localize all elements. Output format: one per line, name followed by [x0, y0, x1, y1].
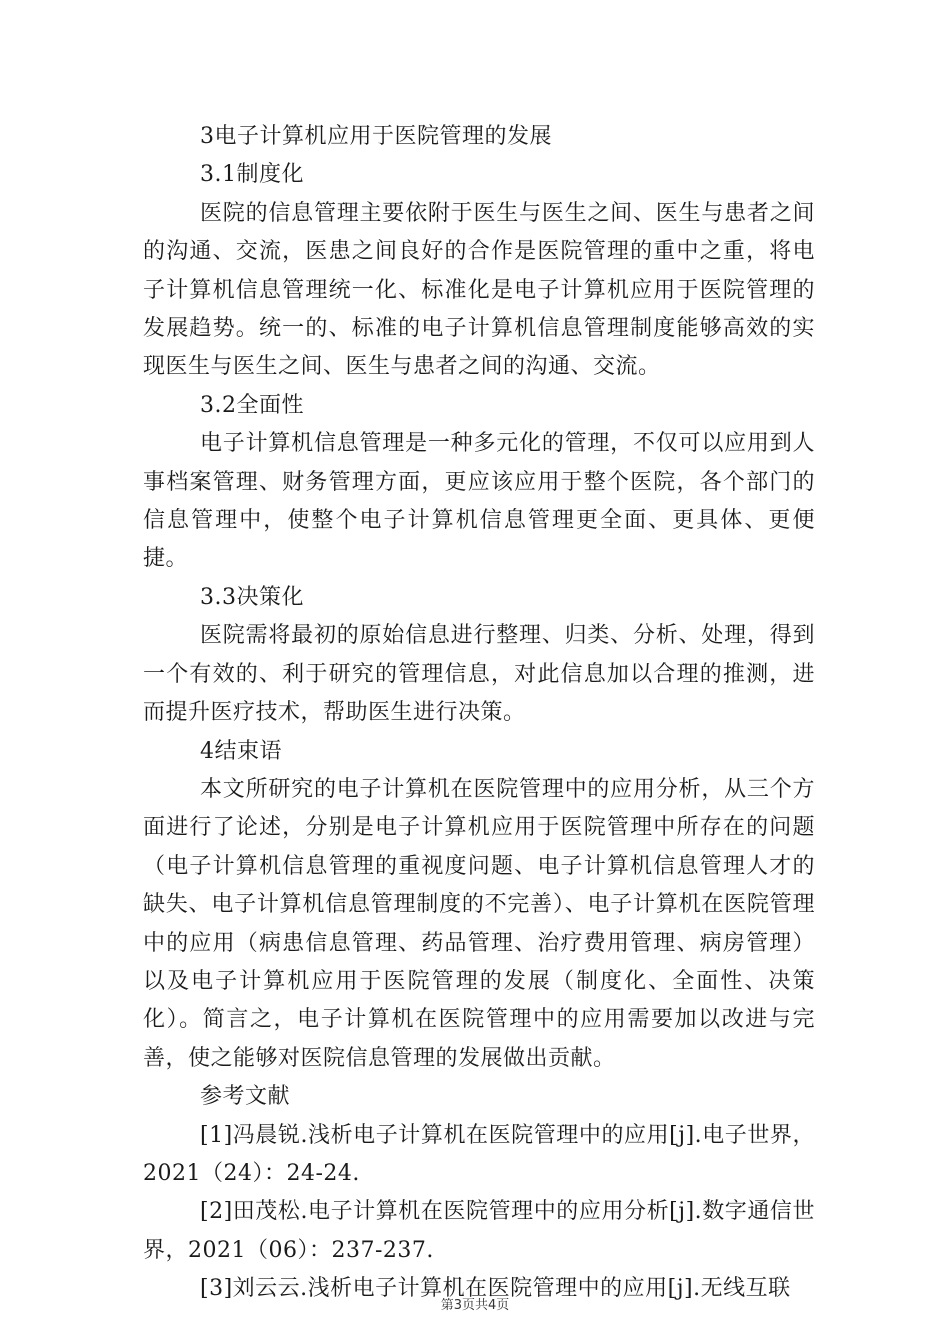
- paragraph-conclusion: 本文所研究的电子计算机在医院管理中的应用分析，从三个方面进行了论述，分别是电子计算机应用于医院管理中所存在的问题（电子计算机信息管理的重视度问题、电子计算机信息管理人才的缺失、电子计算机信息管理制度的不完善）、电子计算机在医院管理中的应用（病患信息管理、药品管理、治疗费用管理、病房管理）以及电子计算机应用于医院管理的发展（制度化、全面性、决策化）。简言之，电子计算机在医院管理中的应用需要加以改进与完善，使之能够对医院信息管理的发展做出贡献。: [143, 776, 815, 1071]
- paragraph-3-2: 电子计算机信息管理是一种多元化的管理，不仅可以应用到人事档案管理、财务管理方面，更应该应用于整个医院，各个部门的信息管理中，使整个电子计算机信息管理更全面、更具体、更便捷。: [143, 431, 815, 572]
- reference-item-1: [1]冯晨锐.浅析电子计算机在医院管理中的应用[j].电子世界，2021（24）：24-24.: [143, 1122, 815, 1186]
- references-heading: 参考文献: [200, 1084, 291, 1110]
- reference-item-2: [2]田茂松.电子计算机在医院管理中的应用分析[j].数字通信世界，2021（06）：237-237.: [143, 1199, 815, 1263]
- section-heading-3: 3电子计算机应用于医院管理的发展: [200, 124, 552, 149]
- document-body: [143, 118, 815, 1309]
- section-heading-4: 4结束语: [200, 738, 282, 764]
- paragraph-3-3: 医院需将最初的原始信息进行整理、归类、分析、处理，得到一个有效的、利于研究的管理信息，对此信息加以合理的推测，进而提升医疗技术，帮助医生进行决策。: [143, 623, 815, 726]
- subheading-3-3: 3.3决策化: [200, 584, 304, 610]
- page-footer: 第3页共4页: [440, 1298, 510, 1313]
- subheading-3-1: 3.1制度化: [200, 162, 304, 188]
- reference-item-3: [3]刘云云.浅析电子计算机在医院管理中的应用[j].无线互联: [200, 1276, 791, 1302]
- subheading-3-2: 3.2全面性: [200, 392, 304, 418]
- paragraph-3-1: 医院的信息管理主要依附于医生与医生之间、医生与患者之间的沟通、交流，医患之间良好的合作是医院管理的重中之重，将电子计算机信息管理统一化、标准化是电子计算机应用于医院管理的发展趋势。统一的、标准的电子计算机信息管理制度能够高效的实现医生与医生之间、医生与患者之间的沟通、交流。: [143, 200, 815, 380]
